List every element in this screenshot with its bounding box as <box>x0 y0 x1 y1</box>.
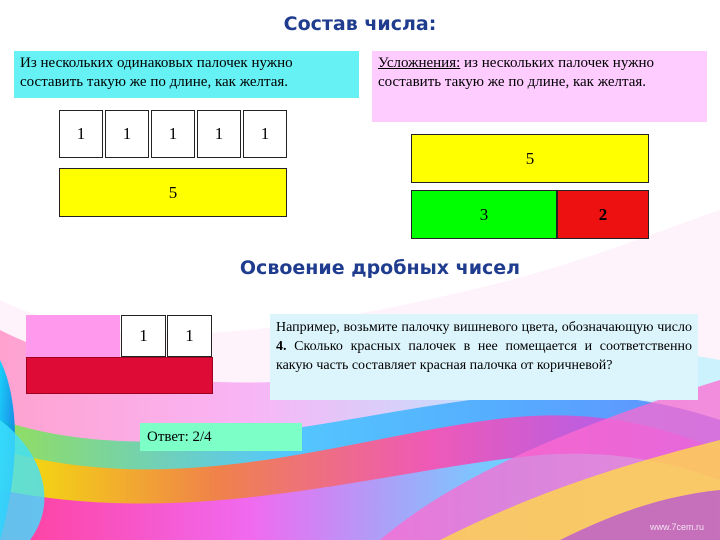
unit-stick: 1 <box>197 110 241 158</box>
pink-stick <box>26 315 120 357</box>
complication-text: из нескольких палочек нужно составить такую же по длине, как желтая. <box>378 55 655 90</box>
unit-stick: 1 <box>59 110 103 158</box>
example-text: Например, возьмите палочку вишневого цвета, обозначающую число <box>276 320 692 335</box>
complication-label: Усложнения: <box>378 55 461 71</box>
cherry-stick <box>26 357 213 394</box>
yellow-stick-left: 5 <box>59 168 287 217</box>
yellow-stick-right: 5 <box>411 134 649 183</box>
unit-sticks-row <box>59 110 287 160</box>
unit-stick: 1 <box>151 110 195 158</box>
watermark: www.7cem.ru <box>650 522 705 532</box>
instruction-note <box>14 51 359 98</box>
example-note <box>270 314 698 400</box>
green-stick: 3 <box>411 190 557 239</box>
section-title: Освоение дробных чисел <box>239 257 521 279</box>
instruction-text: Из нескольких одинаковых палочек нужно составить такую же по длине, как желтая. <box>20 55 293 90</box>
answer-box <box>140 423 302 451</box>
example-question: Сколько красных палочек в нее помещается и соответственно какую часть составляет красная палочка от коричневой? <box>276 339 692 373</box>
unit-stick: 1 <box>121 315 166 357</box>
complication-note <box>372 51 707 122</box>
answer-text: Ответ: 2/4 <box>147 429 212 445</box>
unit-stick: 1 <box>167 315 212 357</box>
example-number: 4. <box>276 339 287 354</box>
unit-stick: 1 <box>105 110 149 158</box>
red-stick: 2 <box>557 190 649 239</box>
unit-stick: 1 <box>243 110 287 158</box>
page-title: Состав числа: <box>283 13 437 35</box>
